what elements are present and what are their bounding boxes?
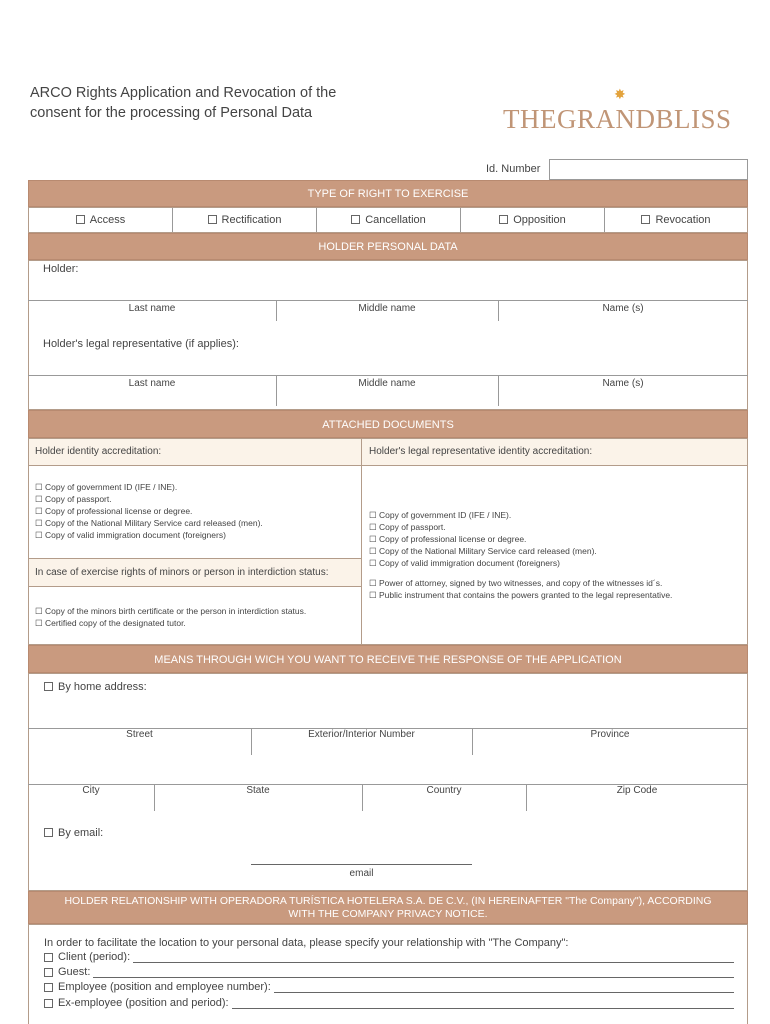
- rep-docs-list: [369, 509, 744, 569]
- list-item[interactable]: ☐ Certified copy of the designated tutor.: [35, 618, 186, 628]
- right-option-revocation[interactable]: Revocation: [605, 208, 747, 232]
- guest-input[interactable]: [93, 966, 734, 978]
- holder-last-name-label: Last name: [128, 303, 176, 314]
- list-item[interactable]: ☐ Copy of the National Military Service card released (men).: [35, 518, 263, 528]
- list-item[interactable]: ☐ Copy of passport.: [35, 494, 112, 504]
- holder-label: Holder:: [43, 263, 79, 275]
- right-option-cancellation[interactable]: Cancellation: [317, 208, 461, 232]
- representative-label: Holder's legal representative (if applies):: [43, 338, 239, 350]
- rep-name-label: Name (s): [602, 378, 644, 389]
- client-option[interactable]: Client (period):: [44, 951, 734, 966]
- title-line-2: consent for the processing of Personal Data: [30, 105, 313, 121]
- checkbox-icon[interactable]: [208, 215, 217, 224]
- relationship-heading-line-2: WITH THE COMPANY PRIVACY NOTICE.: [288, 908, 488, 920]
- list-item[interactable]: ☐ Copy of passport.: [369, 522, 446, 532]
- minors-docs-list: [35, 605, 355, 629]
- province-label: Province: [590, 729, 630, 740]
- checkbox-icon[interactable]: [44, 682, 53, 691]
- list-item[interactable]: ☐ Copy of professional license or degree.: [369, 534, 527, 544]
- holder-name-label: Name (s): [602, 303, 644, 314]
- number-label: Exterior/Interior Number: [308, 729, 415, 740]
- checkbox-icon[interactable]: [44, 968, 53, 977]
- checkbox-icon[interactable]: [44, 983, 53, 992]
- guest-option[interactable]: Guest:: [44, 966, 734, 981]
- home-address-option[interactable]: By home address:: [44, 681, 147, 693]
- client-period-input[interactable]: [133, 951, 734, 963]
- relationship-intro: In order to facilitate the location to your personal data, please specify your relationship with "The Company":: [44, 937, 569, 949]
- rep-last-name-label: Last name: [128, 378, 176, 389]
- list-item[interactable]: ☐ Copy of the minors birth certificate or the person in interdiction status.: [35, 606, 307, 616]
- checkbox-icon[interactable]: [76, 215, 85, 224]
- title-line-1: ARCO Rights Application and Revocation of the: [30, 85, 337, 101]
- relationship-heading: [28, 891, 748, 924]
- means-heading: MEANS THROUGH WICH YOU WANT TO RECEIVE THE RESPONSE OF THE APPLICATION: [28, 645, 748, 673]
- list-item[interactable]: ☐ Copy of the National Military Service card released (men).: [369, 546, 597, 556]
- list-item[interactable]: ☐ Copy of government ID (IFE / INE).: [369, 510, 512, 520]
- holder-heading: HOLDER PERSONAL DATA: [28, 233, 748, 260]
- right-option-access[interactable]: Access: [29, 208, 173, 232]
- checkbox-icon[interactable]: [44, 999, 53, 1008]
- checkbox-icon[interactable]: [641, 215, 650, 224]
- list-item[interactable]: ☐ Copy of valid immigration document (foreigners): [35, 530, 226, 540]
- id-number-label: Id. Number: [486, 163, 541, 175]
- email-caption: email: [349, 868, 374, 879]
- country-label: Country: [426, 785, 462, 796]
- checkbox-icon[interactable]: [351, 215, 360, 224]
- list-item[interactable]: ☐ Public instrument that contains the powers granted to the legal representative.: [369, 590, 673, 600]
- rep-accreditation-title: Holder's legal representative identity accreditation:: [369, 446, 593, 457]
- employee-input[interactable]: [274, 981, 734, 993]
- checkbox-icon[interactable]: [44, 953, 53, 962]
- id-number-field[interactable]: [549, 159, 748, 180]
- list-item[interactable]: ☐ Power of attorney, signed by two witnesses, and copy of the witnesses id´s.: [369, 578, 663, 588]
- holder-docs-list: [35, 481, 355, 541]
- rep-docs-list-2: [369, 577, 744, 601]
- rights-options-row: [28, 207, 748, 233]
- minors-title: In case of exercise rights of minors or person in interdiction status:: [35, 567, 329, 578]
- employee-option[interactable]: Employee (position and employee number):: [44, 981, 734, 996]
- zip-code-label: Zip Code: [616, 785, 658, 796]
- brand-logo: THEGRANDBLISS: [503, 104, 732, 134]
- street-label: Street: [126, 729, 153, 740]
- city-label: City: [82, 785, 100, 796]
- holder-accreditation-title: Holder identity accreditation:: [35, 446, 162, 457]
- ex-employee-option[interactable]: Ex-employee (position and period):: [44, 997, 734, 1012]
- checkbox-icon[interactable]: [499, 215, 508, 224]
- documents-heading: ATTACHED DOCUMENTS: [28, 410, 748, 438]
- holder-middle-name-label: Middle name: [358, 303, 416, 314]
- rep-middle-name-label: Middle name: [358, 378, 416, 389]
- list-item[interactable]: ☐ Copy of government ID (IFE / INE).: [35, 482, 178, 492]
- state-label: State: [246, 785, 270, 796]
- document-title: [30, 83, 390, 123]
- divider: [361, 439, 362, 644]
- list-item[interactable]: ☐ Copy of valid immigration document (foreigners): [369, 558, 560, 568]
- sun-logo-icon: ✸: [614, 86, 626, 102]
- ex-employee-input[interactable]: [232, 997, 734, 1009]
- email-input-line[interactable]: [251, 853, 472, 865]
- rights-heading: TYPE OF RIGHT TO EXERCISE: [28, 180, 748, 207]
- list-item[interactable]: ☐ Copy of professional license or degree.: [35, 506, 193, 516]
- checkbox-icon[interactable]: [44, 828, 53, 837]
- right-option-rectification[interactable]: Rectification: [173, 208, 317, 232]
- relationship-heading-line-1: HOLDER RELATIONSHIP WITH OPERADORA TURÍSTICA HOTELERA S.A. DE C.V., (IN HEREINAFTER "The Company"), ACCORDING: [64, 895, 712, 907]
- email-option[interactable]: By email:: [44, 827, 103, 839]
- right-option-opposition[interactable]: Opposition: [461, 208, 605, 232]
